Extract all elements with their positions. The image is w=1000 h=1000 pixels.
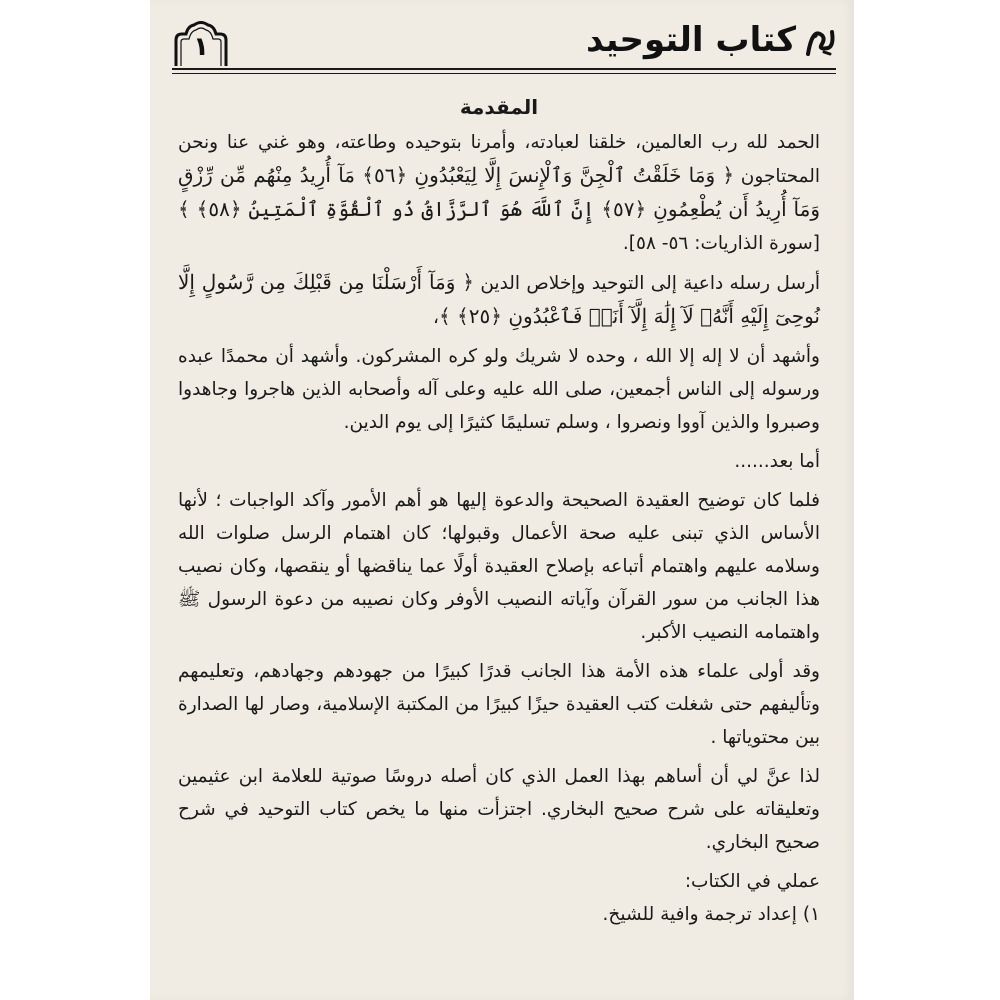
calligraphic-ornament-icon (804, 24, 836, 60)
paragraph-amma-bad: أما بعد...... (734, 451, 820, 472)
paragraph-text: ، (433, 307, 439, 328)
page-body (178, 90, 820, 931)
verse-reference: [سورة الذاريات: ٥٦- ٥٨]. (622, 233, 820, 254)
page-number-frame (172, 20, 230, 66)
paragraph-text: الحمد لله رب العالمين، خلقنا لعبادته، وأمرنا بتوحيده وطاعته، وهو غني عنا ونحن المحتاجون (178, 132, 821, 187)
paragraph-text: أرسل رسله داعية إلى التوحيد وإخلاص الدين (473, 273, 820, 294)
page-header (172, 14, 836, 72)
paragraph-intro (178, 126, 820, 260)
paragraph-testimony: وأشهد أن لا إله إلا الله ، وحده لا شريك ولو كره المشركون. وأشهد أن محمدًا عبده ورسوله إلى الناس أجمعين، صلى الله عليه وعلى آله وأصحابه الذين هاجروا وجاهدوا وصبروا والذين آووا ونصروا ، وسلم تسليمًا كثيرًا إلى يوم الدين. (178, 346, 820, 433)
work-heading: عملي في الكتاب: (684, 871, 820, 892)
header-rule (172, 68, 836, 70)
book-title: كتاب التوحيد (585, 20, 796, 60)
header-rule-thin (172, 73, 836, 74)
section-title: المقدمة (459, 95, 539, 119)
paragraph-messengers (178, 266, 820, 334)
quran-verse: ﴿ وَمَآ أَرْسَلْنَا مِن قَبْلِكَ مِن رَّسُولٍ إِلَّا نُوحِىٓ إِلَيْهِ أَنَّهُۥ لَآ إِلَٰهَ إِلَّآ أَنَا۠ فَٱعْبُدُونِ ﴿٢٥﴾ ﴾ (178, 270, 820, 328)
paragraph-purpose: لذا عنَّ لي أن أساهم بهذا العمل الذي كان أصله دروسًا صوتية للعلامة ابن عثيمين وتعليقاته على شرح صحيح البخاري. اجتزأت منها ما يخص كتاب التوحيد في شرح صحيح البخاري. (178, 766, 820, 853)
paragraph-scholars: وقد أولى علماء هذه الأمة هذا الجانب قدرًا كبيرًا من جهودهم وجهادهم، وتعليمهم وتأليفهم حتى شغلت كتب العقيدة حيزًا كبيرًا من المكتبة الإسلامية، وصار لها الصدارة بين محتوياتها . (178, 661, 820, 748)
paragraph-aqeedah: فلما كان توضيح العقيدة الصحيحة والدعوة إليها هو أهم الأمور وآكد الواجبات ؛ لأنها الأساس الذي تبنى عليه صحة الأعمال وقبولها؛ كان اهتمام الرسل صلوات الله وسلامه عليهم واهتمام أتباعه بإصلاح العقيدة أولًا عما يناقضها أو ينقصها، وكان نصيب هذا الجانب من سور القرآن وآياته النصيب الأوفر وكان نصيبه من دعوة الرسول ﷺ واهتمامه النصيب الأكبر. (178, 490, 820, 643)
quran-verse: ﴿ وَمَا خَلَقْتُ ٱلْجِنَّ وَٱلْإِنسَ إِلَّا لِيَعْبُدُونِ ﴿٥٦﴾ مَآ أُرِيدُ مِنْهُم مِّن رِّزْقٍ وَمَآ أُرِيدُ أَن يُطْعِمُونِ ﴿٥٧﴾ إِنَّ ٱللَّهَ هُوَ ٱلرَّزَّاقُ ذُو ٱلْقُوَّةِ ٱلْمَتِينُ ﴿٥٨﴾ ﴾ (178, 163, 820, 221)
work-list-item: ١) إعداد ترجمة وافية للشيخ. (602, 904, 820, 925)
page-number: ١ (193, 32, 209, 62)
book-page (150, 0, 854, 1000)
